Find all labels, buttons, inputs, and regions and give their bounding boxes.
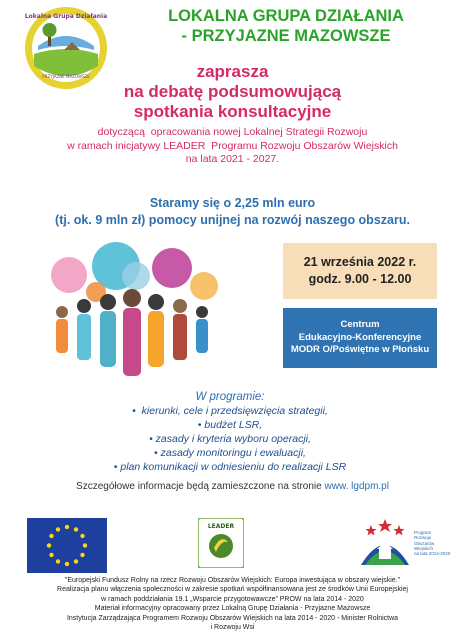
subject-line-2: w ramach inicjatywy LEADER Programu Rozwoju Obszarów Wiejskich bbox=[67, 139, 398, 152]
program-item: • zasady i kryteria wyboru operacji, bbox=[149, 433, 311, 445]
details-note bbox=[20, 481, 445, 492]
event-date-box bbox=[283, 243, 437, 299]
program-heading: W programie: bbox=[195, 391, 265, 403]
invite-line-2: na debatę podsumowującą bbox=[123, 82, 342, 101]
eu-flag-logo bbox=[27, 518, 107, 573]
invite-line-3: spotkania konsultacyjne bbox=[133, 102, 332, 121]
leader-logo bbox=[198, 518, 244, 568]
funding-line-1: Staramy się o 2,25 mln euro bbox=[149, 196, 316, 210]
organization-title bbox=[116, 6, 456, 46]
logo-subtext: PRZYJAZNE MAZOWSZE bbox=[42, 74, 90, 79]
funding-line-2: (tj. ok. 9 mln zł) pomocy unijnej na rozwój naszego obszaru. bbox=[55, 213, 410, 227]
prow-text-line: Rozwoju bbox=[414, 535, 432, 541]
invite-line-1: zaprasza bbox=[196, 62, 269, 81]
program-item: • kierunki, cele i przedsięwzięcia strategii, bbox=[132, 405, 328, 417]
invitation-heading bbox=[20, 62, 445, 122]
venue-line-2: Edukacyjno-Konferencyjne bbox=[298, 331, 422, 343]
footer-line-5: Instytucja Zarządzająca Programem Rozwoju Obszarów Wiejskich na lata 2014 - 2020 - Minister Rolnictwa bbox=[66, 614, 399, 622]
event-venue-box bbox=[283, 308, 437, 368]
venue-line-1: Centrum bbox=[340, 319, 380, 331]
website-link[interactable]: www. lgdpm.pl bbox=[324, 481, 389, 492]
people-speech-bubbles-illustration bbox=[34, 240, 234, 385]
funding-statement bbox=[20, 195, 445, 229]
subject-line-3: na lata 2021 - 2027. bbox=[185, 153, 280, 165]
leader-logo-text: LEADER bbox=[207, 523, 235, 530]
logo-text: Lokalna Grupa Działania bbox=[24, 13, 108, 20]
program-item: • zasady monitoringu i ewaluacji, bbox=[154, 447, 306, 459]
prow-text-line: na lata 2014-2020 bbox=[414, 551, 451, 557]
details-text: Szczegółowe informacje będą zamieszczone na stronie bbox=[76, 481, 322, 492]
event-time: godz. 9.00 - 12.00 bbox=[308, 272, 412, 286]
footer-line-1: "Europejski Fundusz Rolny na rzecz Rozwoju Obszarów Wiejskich: Europa inwestująca w obszary wiejskie." bbox=[64, 577, 401, 584]
program-item: • budżet LSR, bbox=[197, 419, 263, 431]
venue-line-3: MODR O/Poświętne w Płońsku bbox=[290, 344, 430, 356]
program-section bbox=[60, 390, 400, 474]
title-line-1: LOKALNA GRUPA DZIAŁANIA bbox=[168, 7, 404, 25]
prow-text-line: Program bbox=[414, 530, 432, 535]
subject-line-1: dotyczącą opracowania nowej Lokalnej Strategii Rozwoju bbox=[97, 126, 368, 138]
prow-logo bbox=[355, 515, 415, 573]
title-line-2: - PRZYJAZNE MAZOWSZE bbox=[181, 27, 391, 45]
person-figures bbox=[56, 289, 208, 376]
event-date: 21 września 2022 r. bbox=[303, 255, 417, 269]
subject-text bbox=[20, 126, 445, 167]
footer-line-4: Materiał informacyjny opracowany przez Lokalną Grupę Działania - Przyjazne Mazowsze bbox=[94, 605, 371, 613]
footer-disclaimer bbox=[15, 576, 450, 632]
prow-text-line: Obszarów bbox=[414, 540, 435, 546]
program-item: • plan komunikacji w odniesieniu do realizacji LSR bbox=[113, 461, 347, 473]
footer-line-3: w ramach poddziałania 19.1 „Wsparcie przygotowawcze” PROW na lata 2014 - 2020 bbox=[101, 595, 364, 603]
footer-line-6: i Rozwoju Wsi bbox=[210, 624, 255, 632]
prow-text-line: Wiejskich bbox=[414, 545, 434, 551]
footer-line-2: Realizacja planu włączenia społeczności w zakresie spotkań współfinansowana jest ze środków Unii Europejskiej bbox=[57, 586, 408, 594]
prow-logo-text bbox=[414, 530, 462, 556]
